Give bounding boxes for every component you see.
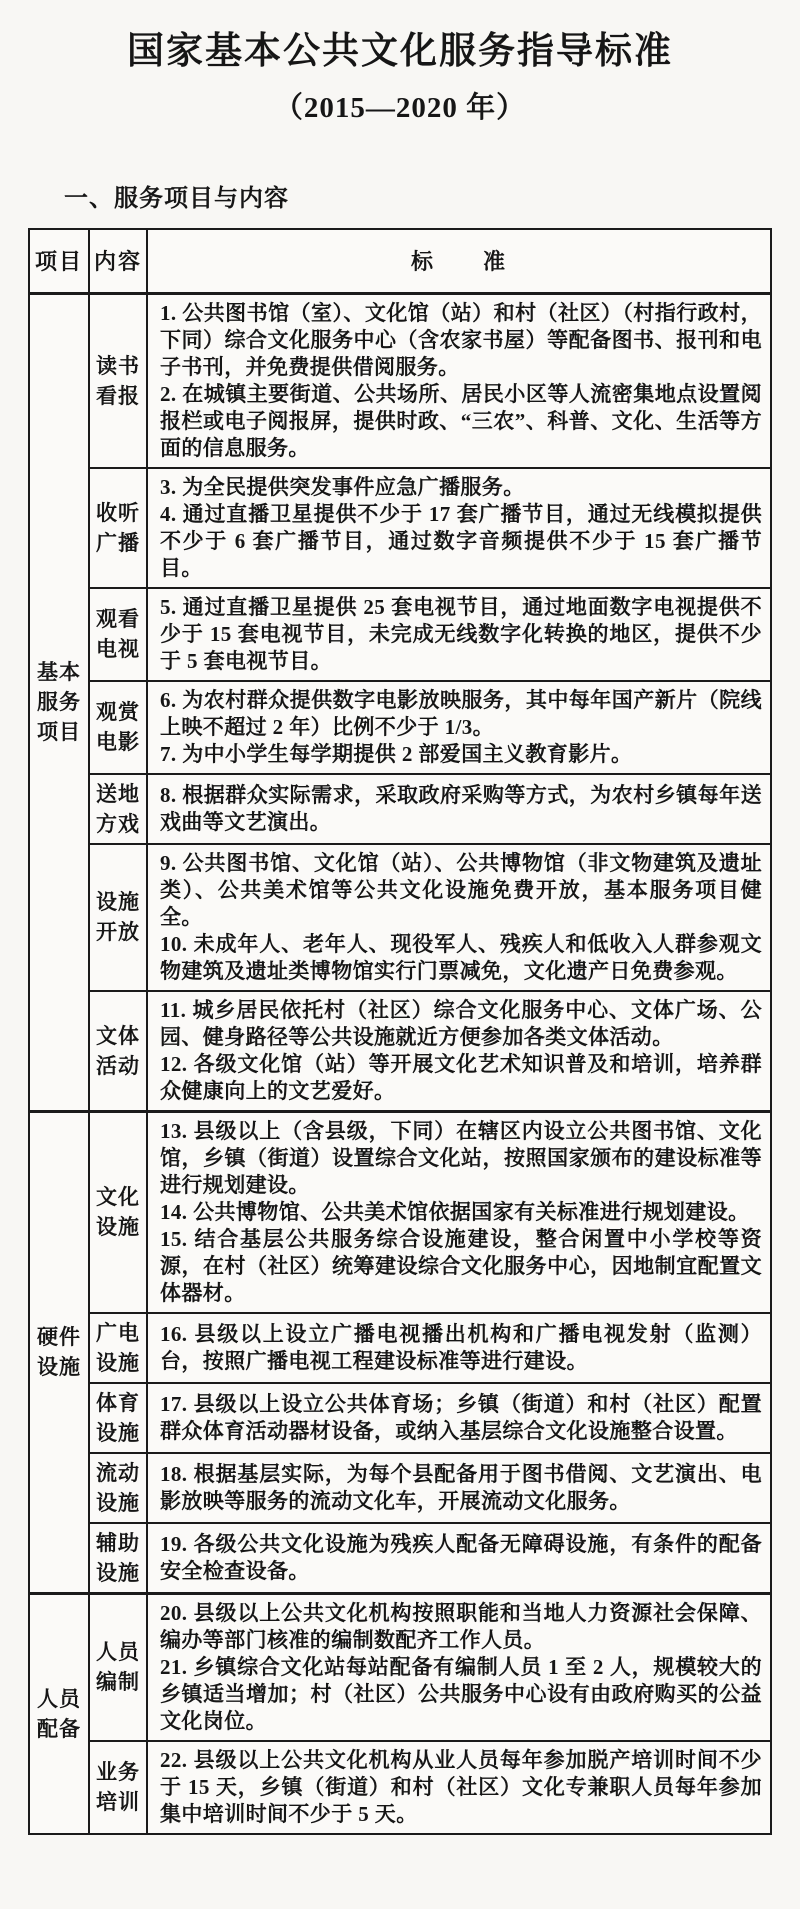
standard-item: 12. 各级文化馆（站）等开展文化艺术知识普及和培训，培养群众健康向上的文艺爱好。	[160, 1051, 762, 1103]
standard-cell	[147, 1383, 771, 1453]
standard-item: 1. 公共图书馆（室）、文化馆（站）和村（社区）（村指行政村，下同）综合文化服务中心（含农家书屋）等配备图书、报刊和电子书刊，并免费提供借阅服务。	[160, 300, 762, 379]
standard-item: 6. 为农村群众提供数字电影放映服务，其中每年国产新片（院线上映不超过 2 年）比例不少于 1/3。	[160, 687, 762, 739]
standard-item: 4. 通过直播卫星提供不少于 17 套广播节目，通过无线模拟提供不少于 6 套广播节目，通过数字音频提供不少于 15 套广播节目。	[160, 501, 762, 580]
standard-cell	[147, 468, 771, 588]
content-label: 体育设施	[89, 1383, 147, 1453]
standard-cell	[147, 991, 771, 1112]
content-label: 送地方戏	[89, 774, 147, 844]
standard-item: 3. 为全民提供突发事件应急广播服务。	[160, 474, 525, 499]
standard-cell	[147, 1111, 771, 1313]
standard-item: 13. 县级以上（含县级，下同）在辖区内设立公共图书馆、文化馆，乡镇（街道）设置综合文化站，按照国家颁布的建设标准等进行规划建设。	[160, 1118, 762, 1197]
table-row	[29, 1383, 771, 1453]
standard-cell	[147, 1741, 771, 1834]
project-group-label: 人员配备	[29, 1593, 89, 1834]
standard-item: 7. 为中小学生每学期提供 2 部爱国主义教育影片。	[160, 741, 633, 766]
content-label: 人员编制	[89, 1593, 147, 1741]
table-body	[29, 293, 771, 1834]
section-heading: 一、服务项目与内容	[64, 186, 289, 213]
standard-item: 11. 城乡居民依托村（社区）综合文化服务中心、文体广场、公园、健身路径等公共设施就近方便参加各类文体活动。	[160, 997, 762, 1049]
standard-cell	[147, 1453, 771, 1523]
standard-cell	[147, 1313, 771, 1383]
content-label: 收听广播	[89, 468, 147, 588]
standard-item: 21. 乡镇综合文化站每站配备有编制人员 1 至 2 人，规模较大的乡镇适当增加；村（社区）公共服务中心设有由政府购买的公益文化岗位。	[160, 1654, 762, 1733]
standard-cell	[147, 1523, 771, 1594]
standard-cell	[147, 293, 771, 468]
table-row	[29, 681, 771, 774]
content-label: 观赏电影	[89, 681, 147, 774]
standards-table	[28, 228, 772, 1835]
standard-item: 22. 县级以上公共文化机构从业人员每年参加脱产培训时间不少于 15 天，乡镇（街道）和村（社区）文化专兼职人员每年参加集中培训时间不少于 5 天。	[160, 1747, 762, 1826]
content-label: 文体活动	[89, 991, 147, 1112]
table-row	[29, 1313, 771, 1383]
table-row	[29, 1453, 771, 1523]
table-row	[29, 1523, 771, 1594]
standard-item: 2. 在城镇主要街道、公共场所、居民小区等人流密集地点设置阅报栏或电子阅报屏，提供时政、“三农”、科普、文化、生活等方面的信息服务。	[160, 381, 762, 460]
project-group-label: 基本服务项目	[29, 293, 89, 1111]
document-subtitle: （2015—2020 年）	[273, 92, 527, 125]
header-content: 内容	[89, 229, 147, 293]
content-label: 广电设施	[89, 1313, 147, 1383]
standard-item: 19. 各级公共文化设施为残疾人配备无障碍设施，有条件的配备安全检查设备。	[160, 1531, 762, 1583]
standard-cell	[147, 681, 771, 774]
standard-item: 20. 县级以上公共文化机构按照职能和当地人力资源社会保障、编办等部门核准的编制数配齐工作人员。	[160, 1600, 762, 1652]
standard-cell	[147, 1593, 771, 1741]
standard-item: 5. 通过直播卫星提供 25 套电视节目，通过地面数字电视提供不少于 15 套电视节目，未完成无线数字化转换的地区，提供不少于 5 套电视节目。	[160, 594, 762, 673]
document-title: 国家基本公共文化服务指导标准	[127, 31, 673, 72]
content-label: 设施开放	[89, 844, 147, 991]
standard-cell	[147, 774, 771, 844]
table-row	[29, 1111, 771, 1313]
table-row	[29, 1593, 771, 1741]
table-row	[29, 1741, 771, 1834]
standard-cell	[147, 588, 771, 681]
standard-item: 18. 根据基层实际，为每个县配备用于图书借阅、文艺演出、电影放映等服务的流动文化车，开展流动文化服务。	[160, 1461, 762, 1513]
standard-item: 15. 结合基层公共服务综合设施建设，整合闲置中小学校等资源，在村（社区）统筹建设综合文化服务中心，因地制宜配置文体器材。	[160, 1226, 762, 1305]
standard-item: 8. 根据群众实际需求，采取政府采购等方式，为农村乡镇每年送戏曲等文艺演出。	[160, 782, 762, 834]
content-label: 辅助设施	[89, 1523, 147, 1594]
content-label: 读书看报	[89, 293, 147, 468]
table-row	[29, 844, 771, 991]
header-row	[29, 229, 771, 293]
standard-item: 17. 县级以上设立公共体育场；乡镇（街道）和村（社区）配置群众体育活动器材设备，或纳入基层综合文化设施整合设置。	[160, 1391, 762, 1443]
table-row	[29, 774, 771, 844]
standard-item: 10. 未成年人、老年人、现役军人、残疾人和低收入人群参观文物建筑及遗址类博物馆实行门票减免，文化遗产日免费参观。	[160, 931, 762, 983]
standard-item: 9. 公共图书馆、文化馆（站）、公共博物馆（非文物建筑及遗址类）、公共美术馆等公共文化设施免费开放，基本服务项目健全。	[160, 850, 762, 929]
table-row	[29, 991, 771, 1112]
project-group-label: 硬件设施	[29, 1111, 89, 1593]
header-standard: 标 准	[147, 229, 771, 293]
standard-item: 16. 县级以上设立广播电视播出机构和广播电视发射（监测）台，按照广播电视工程建设标准等进行建设。	[160, 1321, 762, 1373]
table-row	[29, 588, 771, 681]
content-label: 文化设施	[89, 1111, 147, 1313]
standard-item: 14. 公共博物馆、公共美术馆依据国家有关标准进行规划建设。	[160, 1199, 750, 1224]
table-row	[29, 468, 771, 588]
content-label: 业务培训	[89, 1741, 147, 1834]
content-label: 流动设施	[89, 1453, 147, 1523]
header-project: 项目	[29, 229, 89, 293]
table-header	[29, 229, 771, 293]
standard-cell	[147, 844, 771, 991]
table-row	[29, 293, 771, 468]
content-label: 观看电视	[89, 588, 147, 681]
